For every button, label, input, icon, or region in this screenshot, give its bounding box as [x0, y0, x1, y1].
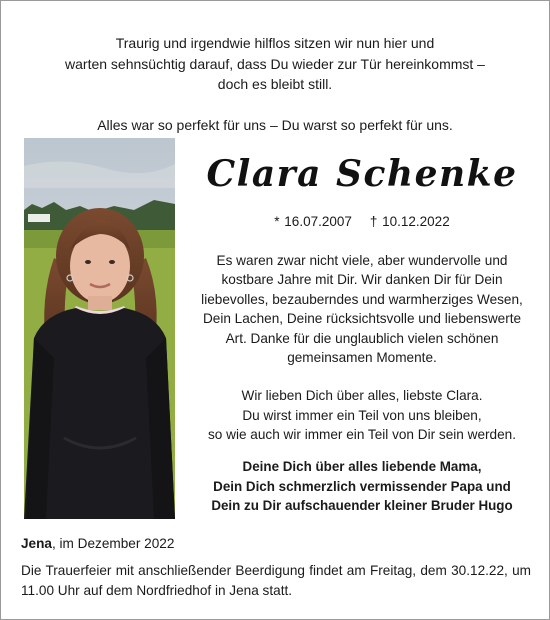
place-city: Jena [21, 536, 52, 551]
tribute-line: liebevolles, bezauberndes und warmherziges Wesen, [201, 291, 523, 307]
intro-line: Alles war so perfekt für uns – Du warst so perfekt für uns. [97, 116, 453, 133]
funeral-info: Die Trauerfeier mit anschließender Beerdigung findet am Freitag, dem 30.12.22, um 11.00 Uhr auf dem Nordfriedhof in Jena statt. [21, 563, 531, 598]
death-date: † 10.12.2022 [369, 214, 450, 229]
place-date: , im Dezember 2022 [51, 536, 175, 551]
mourners-signature [175, 457, 549, 516]
life-dates [175, 214, 549, 229]
intro-line: Traurig und irgendwie hilflos sitzen wir nun hier und [115, 35, 435, 51]
birth-date: * 16.07.2007 [274, 214, 352, 229]
tribute-line: Dein Lachen, Deine rücksichtsvolle und liebenswerte [202, 311, 522, 327]
intro-line: warten sehnsüchtig darauf, dass Du wieder zur Tür hereinkommst – [65, 55, 485, 72]
tribute-line: so wie auch wir immer ein Teil von Dir sein werden. [208, 427, 516, 443]
tribute-line: Art. Danke für die unglaublich vielen schönen [225, 330, 499, 346]
mourner-line: Dein zu Dir aufschauender kleiner Bruder Hugo [211, 498, 513, 514]
tribute-line: Wir lieben Dich über alles, liebste Clara. [241, 388, 483, 404]
intro-line: doch es bleibt still. [217, 76, 333, 92]
mourner-line: Dein Dich schmerzlich vermissender Papa und [213, 478, 511, 494]
place-and-date [21, 536, 174, 551]
portrait-photo [24, 138, 175, 519]
tribute-text [175, 251, 549, 445]
tribute-line: gemeinsamen Momente. [287, 350, 437, 366]
portrait-illustration [24, 138, 175, 519]
tribute-line: Es waren zwar nicht viele, aber wundervolle und [216, 253, 508, 268]
tribute-line: kostbare Jahre mit Dir. Wir danken Dir für Dein [221, 272, 503, 288]
deceased-name: Clara Schenke [206, 153, 518, 195]
intro-verse [1, 33, 549, 135]
tribute-line: Du wirst immer ein Teil von uns bleiben, [242, 407, 482, 423]
mourner-line: Deine Dich über alles liebende Mama, [242, 459, 482, 474]
